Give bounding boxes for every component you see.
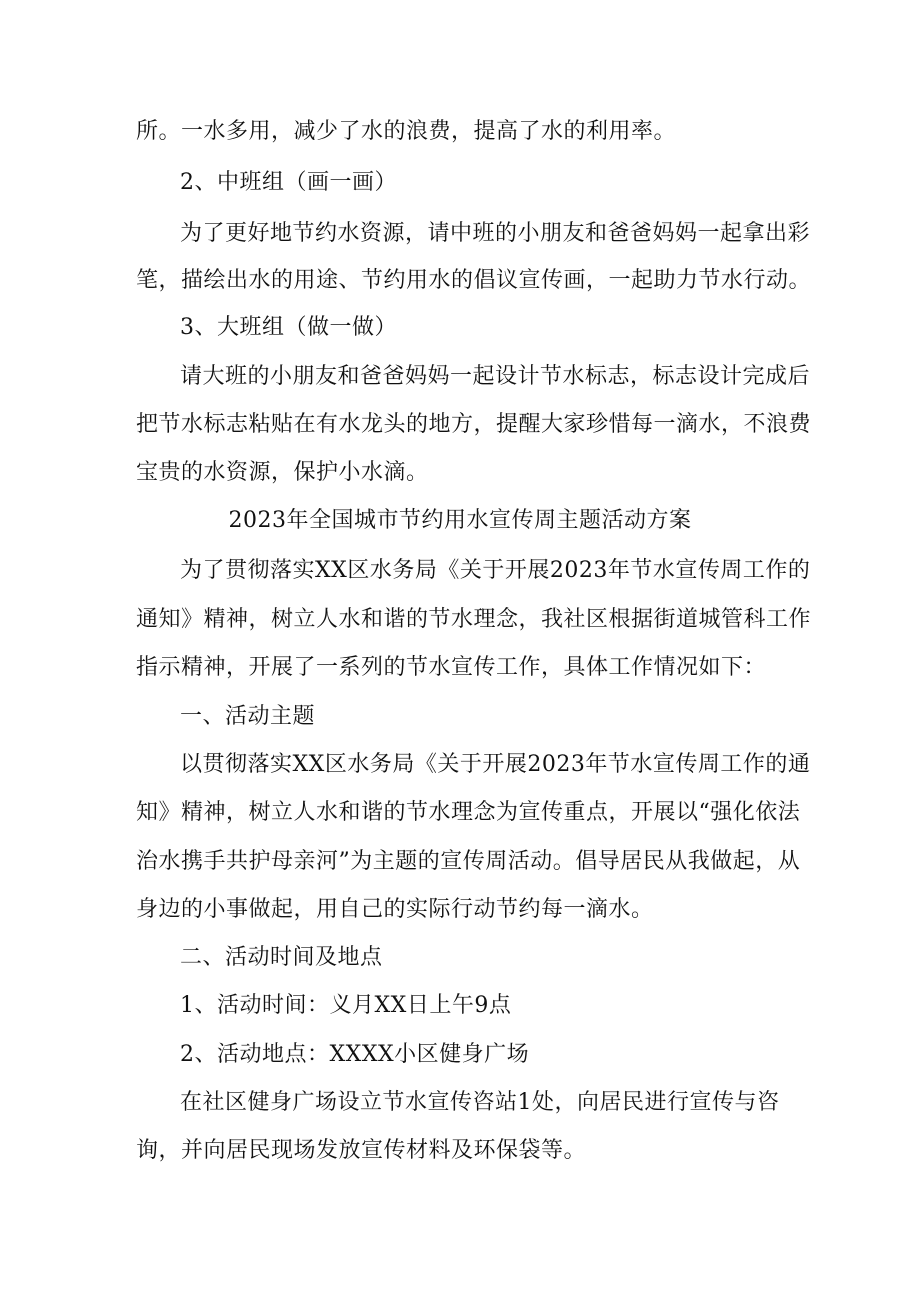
document-title: 2023年全国城市节约用水宣传周主题活动方案 <box>228 508 692 533</box>
paragraph-line: 宝贵的水资源，保护小水滴。 <box>136 460 429 485</box>
section-heading: 2、中班组（画一画） <box>180 170 397 195</box>
paragraph-line: 2、活动地点：XXXX小区健身广场 <box>180 1042 530 1067</box>
paragraph-line: 1、活动时间：义月XX日上午9点 <box>180 993 512 1018</box>
section-heading: 一、活动主题 <box>180 704 316 729</box>
section-heading: 二、活动时间及地点 <box>180 945 383 970</box>
paragraph-line: 请大班的小朋友和爸爸妈妈一起设计节水标志，标志设计完成后 <box>180 364 811 389</box>
paragraph-line: 为了更好地节约水资源，请中班的小朋友和爸爸妈妈一起拿出彩 <box>180 221 811 246</box>
paragraph-line: 治水携手共护母亲河”为主题的宣传周活动。倡导居民从我做起，从 <box>136 849 801 874</box>
paragraph-line: 指示精神，开展了一系列的节水宣传工作，具体工作情况如下： <box>136 655 767 680</box>
paragraph-line: 为了贯彻落实XX区水务局《关于开展2023年节水宣传周工作的 <box>180 558 811 583</box>
paragraph-line: 把节水标志粘贴在有水龙头的地方，提醒大家珍惜每一滴水，不浪费 <box>136 412 812 437</box>
paragraph-line: 所。一水多用，减少了水的浪费，提高了水的利用率。 <box>136 119 677 144</box>
paragraph-line: 知》精神，树立人水和谐的节水理念为宣传重点，开展以“强化依法 <box>136 800 801 825</box>
paragraph-line: 在社区健身广场设立节水宣传咨站1处，向居民进行宣传与咨 <box>180 1090 780 1115</box>
paragraph-line: 身边的小事做起，用自己的实际行动节约每一滴水。 <box>136 897 654 922</box>
section-heading: 3、大班组（做一做） <box>180 315 397 340</box>
paragraph-line: 询，并向居民现场发放宣传材料及环保袋等。 <box>136 1138 587 1163</box>
paragraph-line: 笔，描绘出水的用途、节约用水的倡议宣传画，一起助力节水行动。 <box>136 268 812 293</box>
paragraph-line: 通知》精神，树立人水和谐的节水理念，我社区根据街道城管科工作 <box>136 607 812 632</box>
paragraph-line: 以贯彻落实XX区水务局《关于开展2023年节水宣传周工作的通 <box>180 752 811 777</box>
